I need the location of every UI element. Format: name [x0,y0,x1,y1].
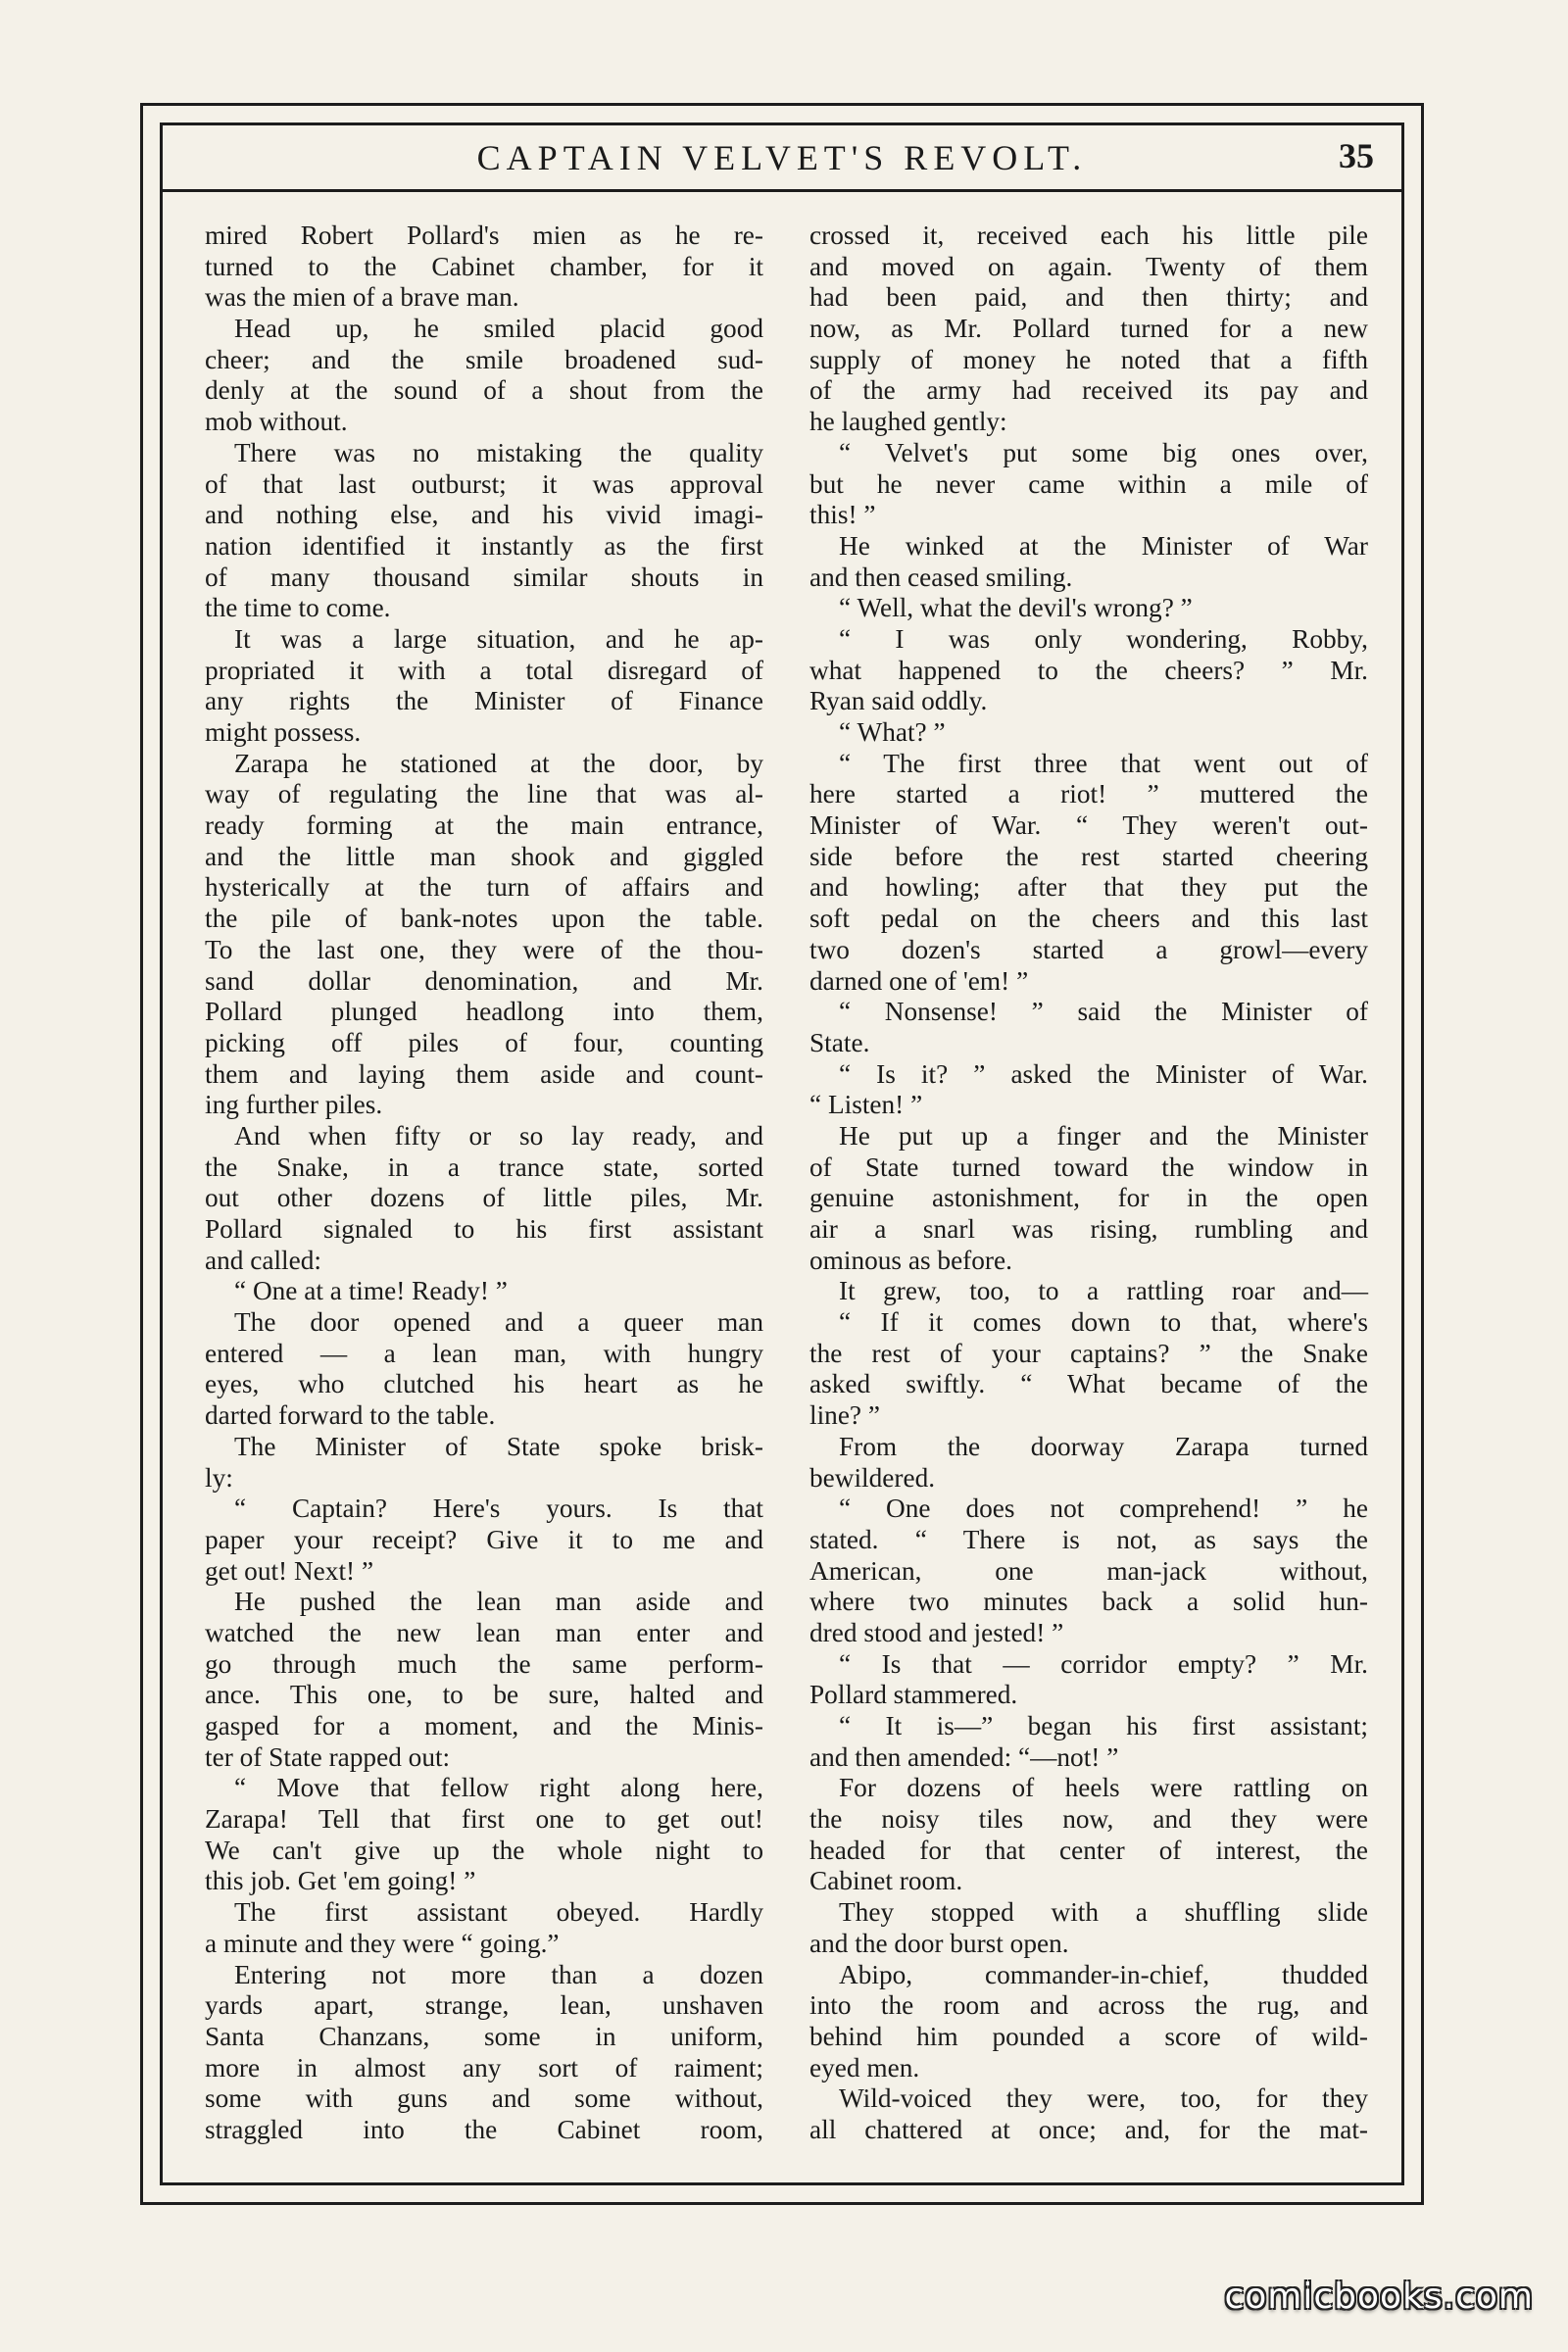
text-line: of State turned toward the window in [809,1152,1368,1182]
text-line: and then amended: “—not! ” [809,1741,1119,1772]
text-line: “ It is—” began his first assistant; [839,1711,1368,1740]
text-line: Zarapa he stationed at the door, by [234,748,763,778]
text-line: ominous as before. [809,1245,1012,1275]
text-line: Head up, he smiled placid good [234,314,763,344]
text-line: more in almost any sort of raiment; [205,2052,763,2082]
text-line: He winked at the Minister of War [839,530,1368,561]
text-line: “ Nonsense! ” said the Minister of [839,997,1368,1027]
text-line: and nothing else, and his vivid imagi- [205,500,763,530]
text-line: ready forming at the main entrance, [205,810,763,841]
text-line: cheer; and the smile broadened sud- [205,344,763,374]
text-line: the pile of bank-notes upon the table. [205,904,763,934]
text-line: “ One does not comprehend! ” he [839,1494,1368,1524]
text-line: the Snake, in a trance state, sorted [205,1152,763,1182]
text-line: “ One at a time! Ready! ” [234,1276,508,1306]
text-line: And when fifty or so lay ready, and [234,1120,763,1151]
text-line: of the army had received its pay and [809,375,1368,406]
text-line: “ Well, what the devil's wrong? ” [839,593,1193,623]
text-line: out other dozens of little piles, Mr. [205,1183,763,1213]
right-text-column [809,220,1368,2146]
text-line: Pollard stammered. [809,1680,1018,1710]
text-line: picking off piles of four, counting [205,1027,763,1057]
text-line: turned to the Cabinet chamber, for it [205,251,763,281]
text-line: “ What? ” [839,717,946,747]
text-line: Minister of War. “ They weren't out- [809,810,1368,841]
text-line: “ Is that — corridor empty? ” Mr. [839,1648,1368,1679]
text-line: darted forward to the table. [205,1400,496,1431]
text-line: and then ceased smiling. [809,562,1073,592]
text-line: some with guns and some without, [205,2083,763,2114]
text-line: It grew, too, to a rattling roar and— [839,1276,1368,1306]
text-line: Pollard plunged headlong into them, [205,997,763,1027]
text-line: now, as Mr. Pollard turned for a new [809,314,1368,344]
running-title: CAPTAIN VELVET'S REVOLT. [476,138,1088,177]
text-line: stated. “ There is not, as says the [809,1524,1368,1554]
text-line: It was a large situation, and he ap- [234,623,763,654]
text-line: To the last one, they were of the thou- [205,934,763,964]
text-line: State. [809,1027,870,1057]
text-line: headed for that center of interest, the [809,1835,1368,1865]
text-line: entered — a lean man, with hungry [205,1338,763,1368]
text-line: and the door burst open. [809,1928,1069,1958]
text-line: yards apart, strange, lean, unshaven [205,1990,763,2021]
text-line: two dozen's started a growl—every [809,934,1368,964]
text-line: a minute and they were “ going.” [205,1928,560,1958]
text-line: of many thousand similar shouts in [205,562,763,592]
text-line: Abipo, commander-in-chief, thudded [839,1959,1368,1989]
text-line: sand dollar denomination, and Mr. [205,965,763,996]
text-line: was the mien of a brave man. [205,282,519,313]
text-line: bewildered. [809,1462,936,1493]
text-line: but he never came within a mile of [809,468,1368,499]
text-line: genuine astonishment, for in the open [809,1183,1368,1213]
text-line: what happened to the cheers? ” Mr. [809,655,1368,685]
text-line: them and laying them aside and count- [205,1058,763,1089]
text-line: eyes, who clutched his heart as he [205,1369,763,1399]
text-line: The first assistant obeyed. Hardly [234,1897,763,1928]
text-line: where two minutes back a solid hun- [809,1587,1368,1617]
text-line: get out! Next! ” [205,1555,374,1586]
text-line: he laughed gently: [809,407,1007,437]
text-line: the rest of your captains? ” the Snake [809,1338,1368,1368]
text-line: go through much the same perform- [205,1648,763,1679]
text-line: From the doorway Zarapa turned [839,1431,1368,1461]
text-line: The door opened and a queer man [234,1307,763,1338]
text-line: crossed it, received each his little pile [809,220,1368,250]
text-line: and moved on again. Twenty of them [809,251,1368,281]
page-number: 35 [1339,136,1374,175]
text-line: ance. This one, to be sure, halted and [205,1680,763,1710]
text-line: supply of money he noted that a fifth [809,344,1368,374]
watermark-logo: comicbooks.com [1224,2277,1534,2317]
text-line: dred stood and jested! ” [809,1617,1064,1647]
text-line: Ryan said oddly. [809,686,988,716]
text-line: hysterically at the turn of affairs and [205,872,763,903]
text-line: American, one man-jack without, [809,1555,1368,1586]
text-line: ing further piles. [205,1090,383,1120]
text-line: We can't give up the whole night to [205,1835,763,1865]
text-line: and the little man shook and giggled [205,841,763,871]
text-line: Wild-voiced they were, too, for they [839,2083,1368,2114]
text-line: For dozens of heels were rattling on [839,1773,1368,1803]
text-line: “ If it comes down to that, where's [839,1307,1368,1338]
text-line: “ Velvet's put some big ones over, [839,437,1368,467]
running-header [163,125,1401,192]
text-line: and howling; after that they put the [809,872,1368,903]
text-line: asked swiftly. “ What became of the [809,1369,1368,1399]
text-line: the noisy tiles now, and they were [809,1804,1368,1835]
text-line: nation identified it instantly as the first [205,530,763,561]
text-line: any rights the Minister of Finance [205,686,763,716]
text-line: The Minister of State spoke brisk- [234,1431,763,1461]
text-line: had been paid, and then thirty; and [809,282,1368,313]
text-line: side before the rest started cheering [809,841,1368,871]
text-line: behind him pounded a score of wild- [809,2021,1368,2051]
text-line: There was no mistaking the quality [234,437,763,467]
text-line: He put up a finger and the Minister [839,1120,1368,1151]
text-line: Cabinet room. [809,1866,963,1896]
text-line: denly at the sound of a shout from the [205,375,763,406]
text-line: He pushed the lean man aside and [234,1587,763,1617]
text-line: ter of State rapped out: [205,1741,451,1772]
text-line: soft pedal on the cheers and this last [809,904,1368,934]
text-line: They stopped with a shuffling slide [839,1897,1368,1928]
text-line: straggled into the Cabinet room, [205,2114,763,2144]
text-line: way of regulating the line that was al- [205,779,763,809]
text-line: darned one of 'em! ” [809,965,1029,996]
text-line: Entering not more than a dozen [234,1959,763,1989]
text-line: Pollard signaled to his first assistant [205,1214,763,1244]
text-line: air a snarl was rising, rumbling and [809,1214,1368,1244]
text-line: Santa Chanzans, some in uniform, [205,2021,763,2051]
text-line: and called: [205,1245,321,1275]
text-line: mired Robert Pollard's mien as he re- [205,220,763,250]
text-line: eyed men. [809,2052,920,2082]
text-line: “ The first three that went out of [839,748,1368,778]
text-line: this! ” [809,500,876,530]
text-line: “ Is it? ” asked the Minister of War. [839,1058,1368,1089]
text-line: the time to come. [205,593,391,623]
text-line: of that last outburst; it was approval [205,468,763,499]
text-line: “ Captain? Here's yours. Is that [234,1494,763,1524]
text-line: Zarapa! Tell that first one to get out! [205,1804,763,1835]
text-line: all chattered at once; and, for the mat- [809,2114,1368,2144]
text-line: gasped for a moment, and the Minis- [205,1711,763,1740]
text-line: this job. Get 'em going! ” [205,1866,476,1896]
left-text-column [205,220,763,2146]
text-line: “ Listen! ” [809,1090,923,1120]
text-line: here started a riot! ” muttered the [809,779,1368,809]
text-line: might possess. [205,717,362,747]
text-line: paper your receipt? Give it to me and [205,1524,763,1554]
text-line: line? ” [809,1400,880,1431]
text-line: watched the new lean man enter and [205,1617,763,1647]
text-line: into the room and across the rug, and [809,1990,1368,2021]
text-line: “ Move that fellow right along here, [234,1773,763,1803]
text-line: “ I was only wondering, Robby, [839,623,1368,654]
text-line: propriated it with a total disregard of [205,655,763,685]
text-line: mob without. [205,407,348,437]
text-line: ly: [205,1462,233,1493]
